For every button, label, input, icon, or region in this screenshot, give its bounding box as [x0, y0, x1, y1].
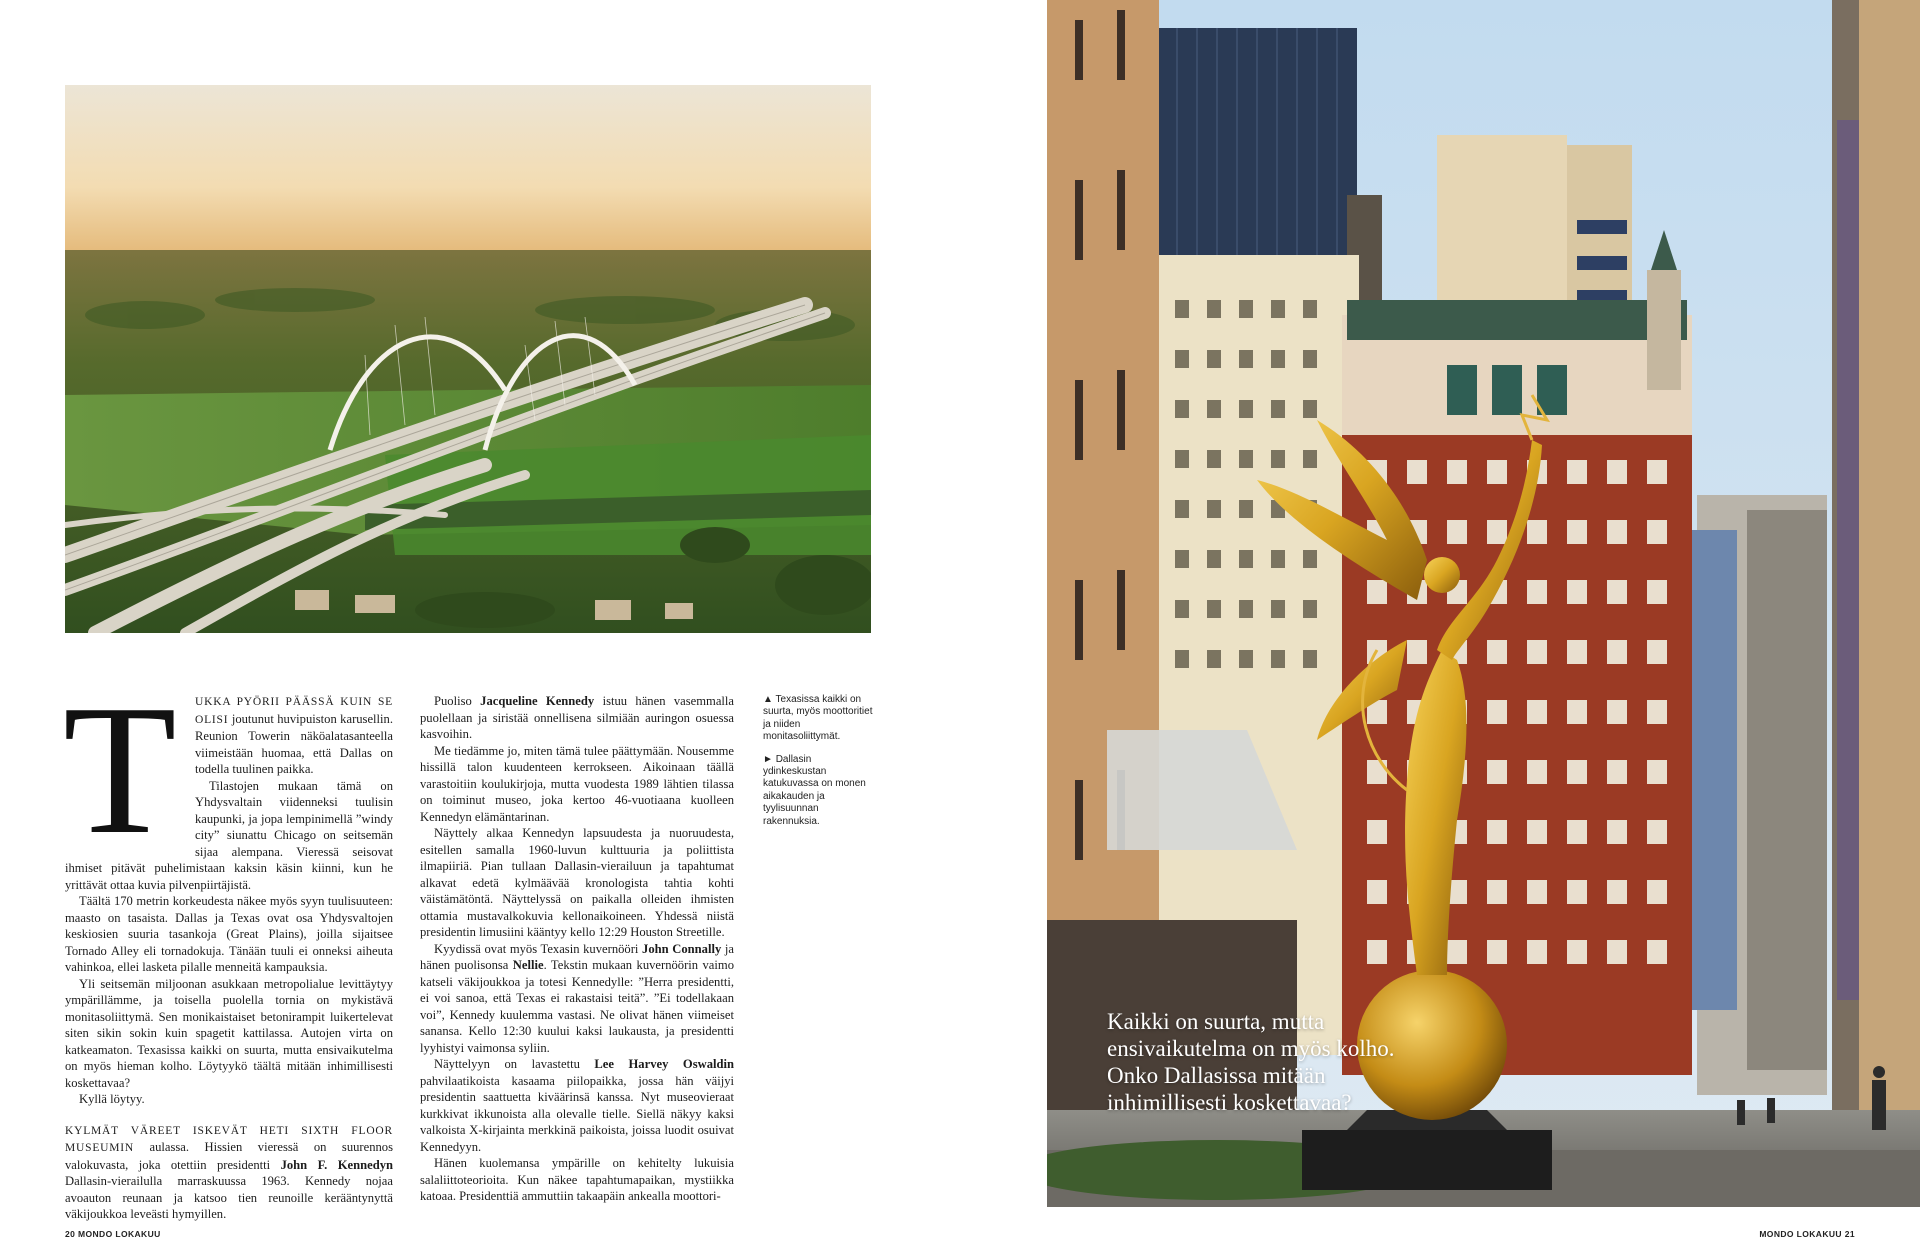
- section-text: Dallasin-vierailulla marraskuussa 1963. Kennedy nojaa avoauton reunaan ja katsoo tien reunoille kerääntynyttä väkijoukkoa leveästi hymyillen.: [65, 1174, 393, 1221]
- text-span: istuu hänen vasemmalla puolellaan ja siristää onnellisena silmiään auringon osuessa kasvoihin.: [420, 694, 735, 741]
- article-paragraph: Täältä 170 metrin korkeudesta näkee myös syyn tuulisuuteen: maasto on tasaista. Dallas ja Texas ovat osa Yhdysvaltojen keskiosien suuria tasankoja (Great Plains), joilla sijaitsee Tornado Alley eli tornadokuja. Tänään tuuli ei onneksi aiheuta vahinkoa, ellei lasketa pilalle menneitä kampauksia.: [65, 894, 393, 974]
- bridge-aerial-photo: [65, 85, 871, 633]
- person-name: Lee Harvey Oswaldin: [594, 1057, 734, 1071]
- article-paragraph: Yli seitsemän miljoonan asukkaan metropolialue levittäytyy ympärillämme, ja toisella puolella tornia on mykistävä monitasoliittymä. Sen monikaistaiset betonirampit luikertelevat siten sikin sokin kuin spagetit kattilassa. Autojen virta on katkeamaton. Texasissa kaikki on suurta, mutta ensivaikutelma on myös hieman kolho. Löytyykö täältä mitään inhimillisesti koskettavaa?: [65, 976, 393, 1090]
- page-number: 20: [65, 1229, 76, 1239]
- dropcap-letter: T: [63, 667, 177, 873]
- person-name: John Connally: [642, 941, 722, 956]
- text-span: pahvilaatikoista kasaama piilopaikka, jossa hän väijyi presidentin saattuetta kiväärinsä kanssa. Nyt museovieraat kurkkivat ikkunoista alla olevalle tielle. Siellä näkyy kaksi valkoista X-kirjainta merkkinä paikoista, joissa luodit osuivat Kennedyyn.: [420, 1073, 734, 1154]
- caption-text: Dallasin ydinkeskustan katukuvassa on monen aikakauden ja tyylisuunnan rakennuksia.: [763, 753, 866, 827]
- lead-text: joutunut huvipuiston karusellin. Reunion Towerin näköalatasanteella viimeistään huomaa, että Dallas on todella tuulinen paikka.: [195, 711, 393, 776]
- article-column-1: [63, 667, 394, 1223]
- photo-captions: [763, 694, 873, 838]
- article-paragraph: Tilastojen mukaan tämä on Yhdysvaltain viidenneksi tuulisin kaupunki, ja jopa lempinimellä ”windy city” siunattu Chicago on seitsemän sijaa alempana. Vieressä seisovat ihmiset pitävät puhelimistaan kaksin käsin kiinni, kun he yrittävät ottaa kuvia pilvenpiirtäjistä.: [65, 778, 393, 892]
- pull-quote: Kaikki on suurta, mutta ensivaikutelma on myös kolho. Onko Dallasissa mitään inhimillisesti koskettavaa?: [1107, 1009, 1395, 1115]
- caption-top-photo: [763, 694, 873, 744]
- dallas-street-photo: [1047, 0, 1920, 1207]
- article-paragraph: Näyttely alkaa Kennedyn lapsuudesta ja nuoruudesta, esitellen samalla 1960-luvun kulttuuria ja poliittista ilmapiiriä. Pian tullaan Dallasin-vierailuun ja tapahtumat alkavat edetä kylmäävää kronologista tahtia kohti väistämätöntä. Näyttelyssä on paikalla olleiden ihmisten ottamia mustavalkokuvia kellonaikoineen. Yhdessä niistä presidentin limusiini kääntyy kello 12:29 Houston Streetille.: [420, 826, 734, 939]
- caption-text: Texasissa kaikki on suurta, myös moottoritiet ja niiden monitasoliittymät.: [763, 694, 873, 743]
- article-paragraph: [420, 941, 734, 1057]
- bridge-illustration: [65, 85, 871, 633]
- folio-right: [1759, 1229, 1855, 1239]
- article-intro: [63, 667, 393, 893]
- caption-right-photo: [763, 754, 873, 828]
- right-arrow-icon: ►: [763, 753, 773, 765]
- section-text: aulassa. Hissien vieressä on suurennos valokuvasta, joka otettiin presidentti: [65, 1140, 393, 1172]
- person-name: Jacqueline Kennedy: [480, 694, 595, 708]
- text-span: Näyttelyyn on lavastettu: [434, 1057, 595, 1071]
- publication-name: MONDO LOKAKUU: [78, 1229, 161, 1239]
- article-paragraph: Kyllä löytyy.: [79, 1092, 145, 1106]
- person-name: Nellie: [512, 958, 544, 972]
- text-span: ja hänen puolisonsa: [420, 941, 734, 972]
- page-number: 21: [1844, 1229, 1855, 1239]
- publication-name: MONDO LOKAKUU: [1759, 1229, 1842, 1239]
- article-column-2: [420, 693, 734, 1205]
- person-name: John F. Kennedyn: [280, 1157, 394, 1172]
- article-paragraph: [420, 693, 734, 743]
- section-caps: KYLMÄT VÄREET ISKEVÄT HETI SIXTH FLOOR MUSEUMIN: [65, 1124, 393, 1154]
- text-span: Kyydissä ovat myös Texasin kuvernööri: [434, 941, 643, 956]
- up-arrow-icon: ▲: [763, 694, 773, 705]
- article-paragraph: Hänen kuolemansa ympärille on kehitelty lukuisia salaliittoteorioita. Kun näkee tapahtumapaikan, mystiikka katoaa. Presidenttiä ammuttiin takaapäin ankealla moottori-: [420, 1156, 734, 1203]
- folio-left: [65, 1229, 161, 1239]
- text-span: . Tekstin mukaan kuvernöörin vaimo katseli väkijoukkoa ja totesi Kennedylle: ”Herra presidentti, ei voi sanoa, että Texas ei rakastaisi teitä”. ”Ei todellakaan voi”, Kennedy kuulemma vastasi. Ne olivat hänen viimeiset sanansa. Kello 12:30 kuului kaksi laukausta, ja presidentti lyyhistyi vaimonsa syliin.: [420, 958, 734, 1055]
- text-span: Puoliso: [434, 694, 481, 708]
- article-paragraph: [420, 1056, 734, 1155]
- article-paragraph: Me tiedämme jo, miten tämä tulee päättymään. Nousemme hissillä talon kuudenteen kerrokseen. Aikoinaan täällä varastoitiin koulukirjoja, mutta vuodesta 1989 lähtien tilassa on toiminut museo, joka kertoo 46-vuotiaana kuolleen Kennedyn elämäntarinan.: [420, 743, 734, 824]
- section-paragraph: [65, 1122, 393, 1223]
- lead-caps: UKKA PYÖRII PÄÄSSÄ KUIN SE OLISI: [195, 696, 393, 726]
